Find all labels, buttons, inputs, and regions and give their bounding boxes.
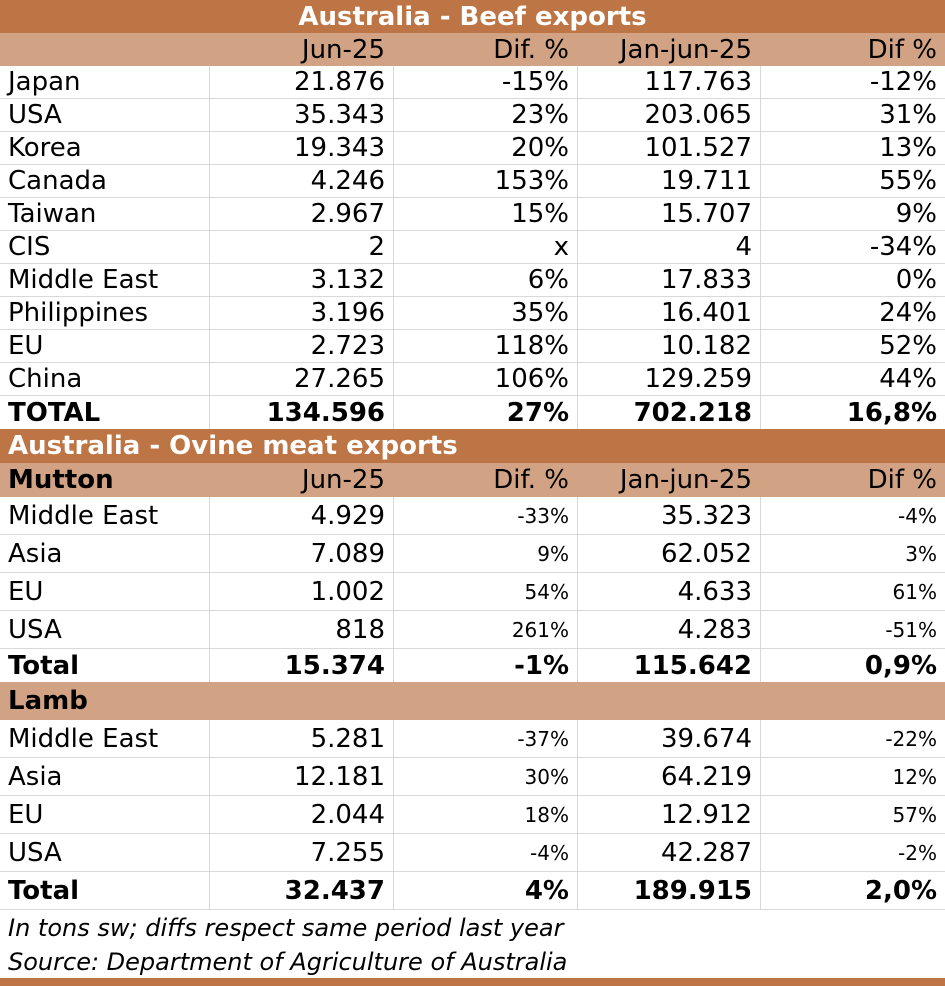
mutton-table-body [0,497,945,682]
table-row [0,573,945,611]
row-label: Asia [8,761,63,792]
table-cell: 115.642 [577,649,760,682]
table-cell: 4.246 [209,165,393,197]
bottom-accent-bar [0,978,945,986]
footnote-source: Source: Department of Agriculture of Australia [8,947,568,976]
row-label: Asia [8,538,63,569]
total-row [0,872,945,910]
mutton-header-dif-ytd: Dif % [867,465,937,495]
table-cell: 13% [760,132,945,164]
total-row [0,649,945,682]
table-row [0,758,945,796]
lamb-section-label: Lamb [8,686,88,716]
table-cell: 2,0% [760,872,945,909]
row-label: Canada [8,166,107,196]
table-cell: -12% [760,66,945,98]
table-cell: 19.343 [209,132,393,164]
table-row [0,99,945,132]
lamb-table-body [0,720,945,910]
beef-title: Australia - Beef exports [298,1,647,32]
mutton-header-dif-month: Dif. % [493,465,569,495]
table-cell: 153% [393,165,577,197]
lamb-section-bar [0,682,945,720]
row-label: Middle East [8,265,159,295]
table-cell: 2.967 [209,198,393,230]
table-cell: 106% [393,363,577,395]
table-cell: 12% [760,758,945,795]
table-cell: 5.281 [209,720,393,757]
row-label: Taiwan [8,199,97,229]
table-cell: 52% [760,330,945,362]
table-cell: -4% [393,834,577,871]
table-cell: 203.065 [577,99,760,131]
row-label: EU [8,331,44,361]
table-cell: 2.723 [209,330,393,362]
table-cell: 35.323 [577,497,760,534]
row-label: TOTAL [8,397,101,428]
table-cell: 42.287 [577,834,760,871]
table-cell: 2 [209,231,393,263]
row-label: China [8,364,83,394]
beef-table-body [0,66,945,429]
table-row [0,66,945,99]
beef-header-dif-month: Dif. % [493,34,569,65]
table-row [0,363,945,396]
table-cell: 27.265 [209,363,393,395]
table-cell: 16.401 [577,297,760,329]
ovine-title: Australia - Ovine meat exports [8,431,458,461]
table-cell: 24% [760,297,945,329]
table-row [0,132,945,165]
table-cell: -15% [393,66,577,98]
table-cell: 9% [760,198,945,230]
table-cell: 3.196 [209,297,393,329]
table-cell: 35% [393,297,577,329]
table-cell: 20% [393,132,577,164]
beef-header-row [0,33,945,66]
table-cell: 17.833 [577,264,760,296]
table-cell: 62.052 [577,535,760,572]
footnote-units: In tons sw; diffs respect same period last year [8,913,564,942]
table-cell: 3.132 [209,264,393,296]
table-cell: 6% [393,264,577,296]
table-cell: 57% [760,796,945,833]
table-cell: 32.437 [209,872,393,909]
table-cell: 7.089 [209,535,393,572]
table-cell: 3% [760,535,945,572]
table-row [0,264,945,297]
beef-header-jun25: Jun-25 [301,34,385,65]
row-label: USA [8,614,62,645]
beef-header-janjun25: Jan-jun-25 [619,34,752,65]
table-cell: 129.259 [577,363,760,395]
table-cell: 15.707 [577,198,760,230]
table-row [0,231,945,264]
row-label: USA [8,837,62,868]
table-cell: 4.283 [577,611,760,648]
table-cell: -33% [393,497,577,534]
row-label: Total [8,650,80,681]
table-cell: 117.763 [577,66,760,98]
table-row [0,165,945,198]
table-cell: 118% [393,330,577,362]
row-label: EU [8,799,44,830]
table-row [0,535,945,573]
table-cell: 4 [577,231,760,263]
table-cell: -51% [760,611,945,648]
table-cell: 18% [393,796,577,833]
table-cell: 15% [393,198,577,230]
table-row [0,720,945,758]
table-cell: 1.002 [209,573,393,610]
table-row [0,796,945,834]
row-label: EU [8,576,44,607]
table-cell: 12.181 [209,758,393,795]
table-cell: 702.218 [577,396,760,429]
table-row [0,834,945,872]
table-row [0,330,945,363]
table-cell: 4.929 [209,497,393,534]
table-cell: -37% [393,720,577,757]
table-cell: 0,9% [760,649,945,682]
table-cell: 134.596 [209,396,393,429]
table-cell: 27% [393,396,577,429]
total-row [0,396,945,429]
table-cell: 44% [760,363,945,395]
row-label: CIS [8,232,51,262]
table-cell: 39.674 [577,720,760,757]
row-label: USA [8,100,62,130]
table-row [0,497,945,535]
table-cell: -4% [760,497,945,534]
row-label: Middle East [8,723,159,754]
table-cell: 818 [209,611,393,648]
row-label: Middle East [8,500,159,531]
table-cell: 61% [760,573,945,610]
mutton-section-label: Mutton [8,465,114,495]
table-cell: 12.912 [577,796,760,833]
mutton-header-jun25: Jun-25 [301,465,385,495]
table-cell: 4.633 [577,573,760,610]
table-cell: 31% [760,99,945,131]
table-cell: 35.343 [209,99,393,131]
table-cell: 9% [393,535,577,572]
beef-header-empty [0,33,209,66]
row-label: Korea [8,133,82,163]
table-cell: 64.219 [577,758,760,795]
table-cell: 55% [760,165,945,197]
row-label: Total [8,875,80,906]
table-cell: -34% [760,231,945,263]
table-cell: -2% [760,834,945,871]
table-cell: 19.711 [577,165,760,197]
table-cell: 21.876 [209,66,393,98]
table-cell: 10.182 [577,330,760,362]
table-row [0,198,945,231]
table-cell: 23% [393,99,577,131]
beef-header-dif-ytd: Dif % [867,34,937,65]
table-cell: 189.915 [577,872,760,909]
table-row [0,297,945,330]
table-row [0,611,945,649]
mutton-header-janjun25: Jan-jun-25 [619,465,752,495]
table-cell: 0% [760,264,945,296]
table-cell: -22% [760,720,945,757]
table-cell: 101.527 [577,132,760,164]
table-cell: 7.255 [209,834,393,871]
table-cell: 30% [393,758,577,795]
table-cell: 16,8% [760,396,945,429]
ovine-title-bar [0,429,945,463]
row-label: Philippines [8,298,149,328]
mutton-header-row [0,463,945,497]
table-cell: 261% [393,611,577,648]
beef-title-bar [0,0,945,33]
table-cell: -1% [393,649,577,682]
table-cell: x [393,231,577,263]
table-cell: 2.044 [209,796,393,833]
row-label: Japan [8,67,81,97]
table-cell: 4% [393,872,577,909]
table-cell: 15.374 [209,649,393,682]
table-cell: 54% [393,573,577,610]
